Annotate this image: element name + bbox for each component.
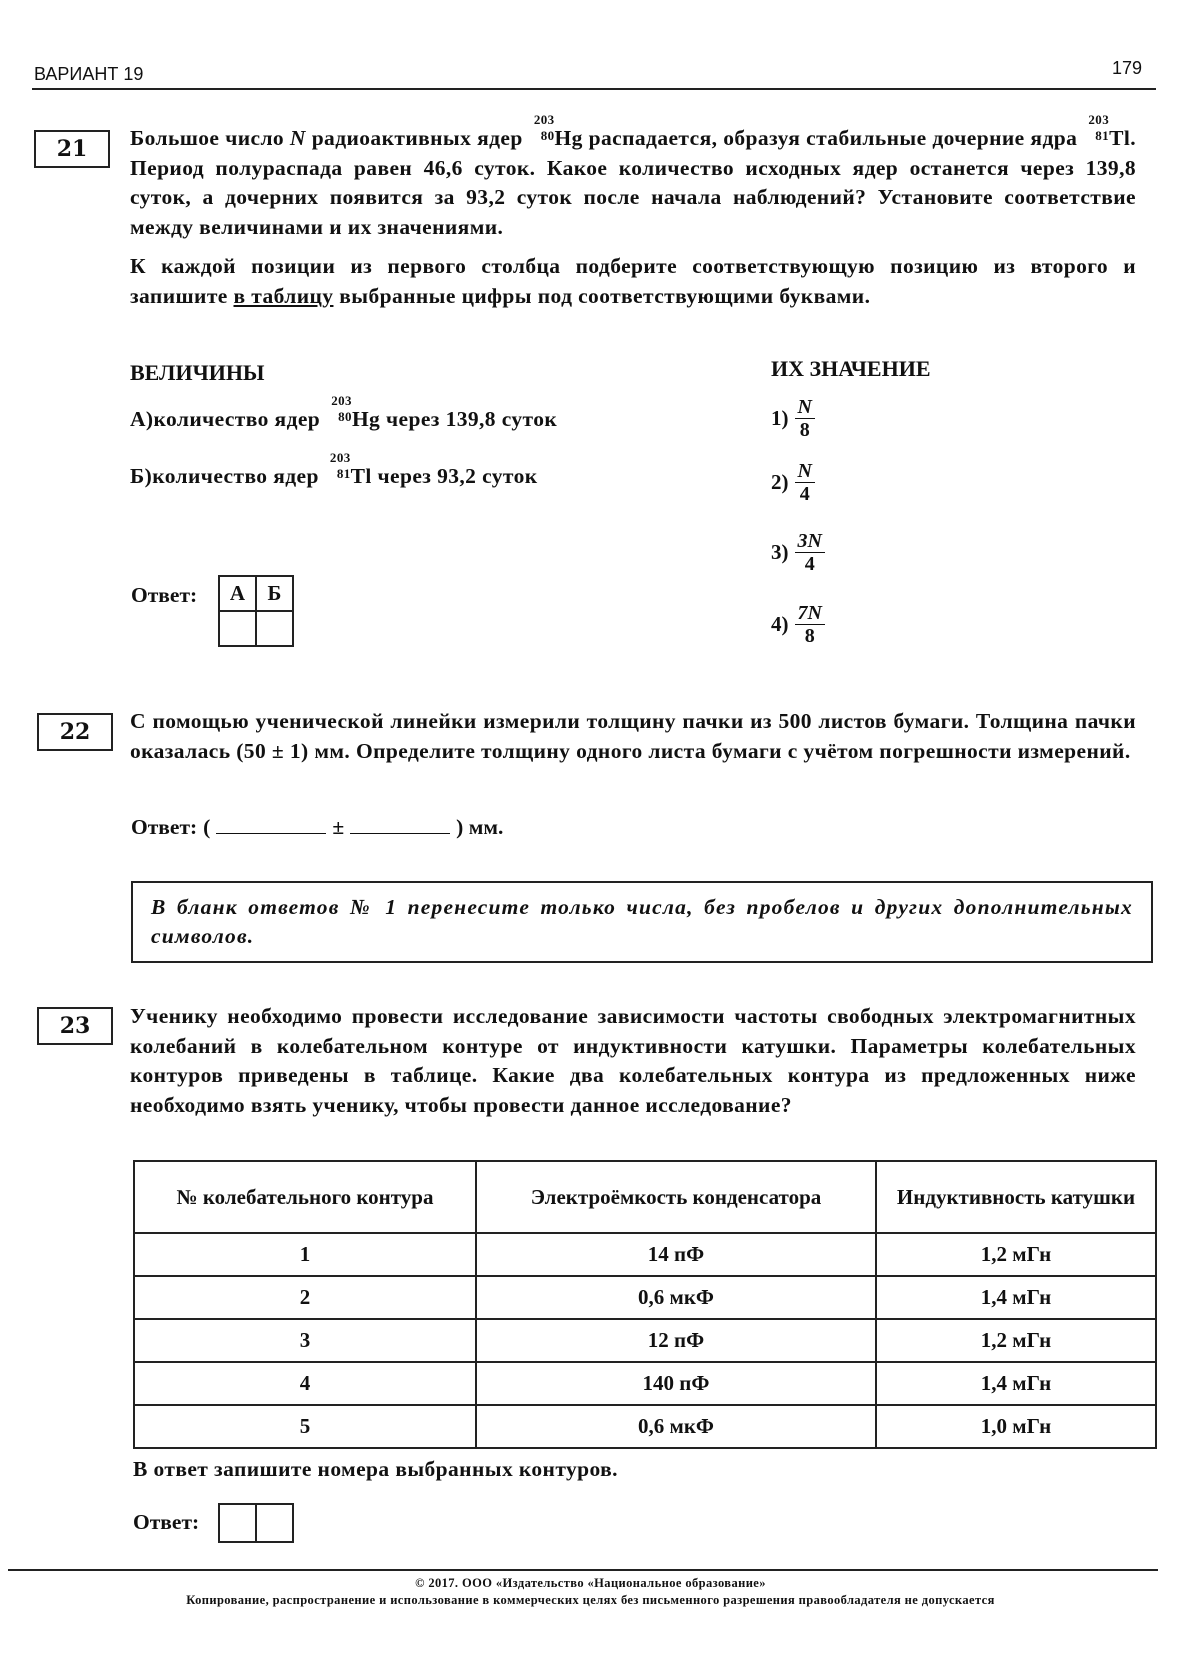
charge-number: 81 <box>336 466 351 481</box>
option-label: 4) <box>771 612 789 636</box>
header-circuit: № колебательного контура <box>134 1161 476 1233</box>
cell: 0,6 мкФ <box>476 1405 876 1448</box>
item-text: количество ядер <box>152 464 325 488</box>
col1-heading: ВЕЛИЧИНЫ <box>130 360 265 385</box>
q23-answer-grid <box>218 1503 294 1543</box>
variant-label: ВАРИАНТ 19 <box>34 64 144 84</box>
denominator: 8 <box>799 419 810 441</box>
table-row <box>134 1405 1156 1448</box>
answer-label: Ответ: <box>131 815 198 839</box>
option-2 <box>771 460 815 505</box>
charge-number: 81 <box>1095 128 1110 143</box>
element-symbol: Tl <box>1109 126 1131 150</box>
cell: 1,4 мГн <box>876 1276 1156 1319</box>
q23-instruction: В ответ запишите номера выбранных контуров. <box>133 1457 618 1481</box>
q21-answer-grid <box>218 575 294 647</box>
cell: 1,4 мГн <box>876 1362 1156 1405</box>
cell: 140 пФ <box>476 1362 876 1405</box>
denominator: 4 <box>799 483 810 505</box>
transfer-notice: В бланк ответов № 1 перенесите только числа, без пробелов и других дополнительных символов. <box>131 881 1153 963</box>
col2-heading: ИХ ЗНАЧЕНИЕ <box>771 356 931 381</box>
answer-col-b: Б <box>256 576 293 611</box>
cell: 1,2 мГн <box>876 1233 1156 1276</box>
q21-answer-label: Ответ: <box>131 583 198 607</box>
cell: 12 пФ <box>476 1319 876 1362</box>
header-rule <box>32 88 1156 90</box>
cell: 5 <box>134 1405 476 1448</box>
q22-statement: С помощью ученической линейки измерили толщину пачки из 500 листов бумаги. Толщина пачки оказалась (50 ± 1) мм. Определите толщину одного листа бумаги с учётом погрешности измерений. <box>130 709 1136 763</box>
cell: 0,6 мкФ <box>476 1276 876 1319</box>
q21-text: Большое число <box>130 126 290 150</box>
header-capacitance: Электроёмкость конденсатора <box>476 1161 876 1233</box>
cell: 2 <box>134 1276 476 1319</box>
denominator: 8 <box>804 625 815 647</box>
fraction <box>795 396 815 441</box>
circuits-table <box>133 1160 1157 1449</box>
quantity-b <box>130 450 538 489</box>
numerator: N <box>795 396 815 419</box>
option-3 <box>771 530 825 575</box>
option-label: 3) <box>771 540 789 564</box>
table-row <box>134 1319 1156 1362</box>
cell: 4 <box>134 1362 476 1405</box>
item-label: А) <box>130 407 154 431</box>
mass-number: 203 <box>533 112 555 127</box>
unit: ) мм. <box>456 815 504 839</box>
answer-cell-2[interactable] <box>256 1504 293 1542</box>
cell: 1,0 мГн <box>876 1405 1156 1448</box>
q21-instruction: выбранные цифры под соответствующими буквами. <box>333 283 871 308</box>
item-text: через 93,2 суток <box>371 464 538 488</box>
tl-nuclide <box>325 450 351 483</box>
option-1 <box>771 396 815 441</box>
cell: 1,2 мГн <box>876 1319 1156 1362</box>
denominator: 4 <box>804 553 815 575</box>
q21-text: . Период полураспада равен 46,6 суток. Какое количество исходных ядер останется через 139,8 суток, а дочерних появится за 93,2 суток после начала наблюдений? Установите соответствие между величинами и их значениями. <box>130 126 1136 239</box>
numerator: 3N <box>795 530 825 553</box>
answer-cell-b[interactable] <box>256 611 293 646</box>
fraction <box>795 602 825 647</box>
table-header <box>134 1161 1156 1233</box>
cell: 1 <box>134 1233 476 1276</box>
q22-answer <box>131 815 503 840</box>
question-number-23: 23 <box>37 1007 113 1045</box>
footer-rule <box>8 1569 1158 1571</box>
answer-col-a: А <box>219 576 256 611</box>
q23-statement: Ученику необходимо провести исследование зависимости частоты свободных электромагнитных колебаний в колебательном контуре от индуктивности катушки. Параметры колебательных контуров приведены в таблице. Какие два колебательных контура из предложенных ниже необходимо взять ученику, чтобы провести данное исследование? <box>130 1004 1136 1117</box>
hg-nuclide <box>326 393 352 426</box>
answer-cell-a[interactable] <box>219 611 256 646</box>
q23-answer-label: Ответ: <box>133 1510 200 1534</box>
item-text: количество ядер <box>153 407 326 431</box>
q21-instruction: К каждой позиции из первого столбца подберите соответствующую позицию из второго и запишите <box>130 254 1136 308</box>
fraction <box>795 530 825 575</box>
charge-number: 80 <box>338 409 352 424</box>
table-row <box>134 1276 1156 1319</box>
mass-number: 203 <box>331 393 352 408</box>
error-blank[interactable] <box>350 815 450 834</box>
numerator: 7N <box>795 602 825 625</box>
item-text: через 139,8 суток <box>380 407 558 431</box>
fraction <box>795 460 815 505</box>
plus-minus: ± <box>332 815 345 839</box>
cell: 3 <box>134 1319 476 1362</box>
quantity-a <box>130 393 558 432</box>
option-label: 1) <box>771 406 789 430</box>
paren: ( <box>203 815 211 839</box>
table-link: в таблицу <box>233 283 334 308</box>
item-label: Б) <box>130 464 153 488</box>
header-inductance: Индуктивность катушки <box>876 1161 1156 1233</box>
q21-text: радиоактивных ядер <box>305 126 529 150</box>
charge-number: 80 <box>540 128 555 143</box>
footer-copyright: © 2017. ООО «Издательство «Национальное образование» <box>415 1576 766 1590</box>
q21-statement <box>130 112 1136 311</box>
option-4 <box>771 602 825 647</box>
page-number: 179 <box>1112 58 1143 78</box>
table-row <box>134 1233 1156 1276</box>
cell: 14 пФ <box>476 1233 876 1276</box>
element-symbol: Tl <box>350 464 372 488</box>
q21-n: N <box>289 126 306 150</box>
element-symbol: Hg <box>351 407 381 431</box>
hg-nuclide <box>529 112 555 145</box>
footer-notice: Копирование, распространение и использование в коммерческих целях без письменного разрешения правообладателя не допускается <box>186 1593 995 1607</box>
table-row <box>134 1362 1156 1405</box>
question-number-22: 22 <box>37 713 113 751</box>
mass-number: 203 <box>1088 112 1110 127</box>
option-label: 2) <box>771 470 789 494</box>
numerator: N <box>795 460 815 483</box>
element-symbol: Hg <box>554 126 583 150</box>
question-number-21: 21 <box>34 130 110 168</box>
answer-cell-1[interactable] <box>219 1504 256 1542</box>
tl-nuclide <box>1083 112 1110 145</box>
value-blank[interactable] <box>216 815 326 834</box>
q21-text: распадается, образуя стабильные дочерние ядра <box>582 126 1084 150</box>
mass-number: 203 <box>329 450 351 465</box>
